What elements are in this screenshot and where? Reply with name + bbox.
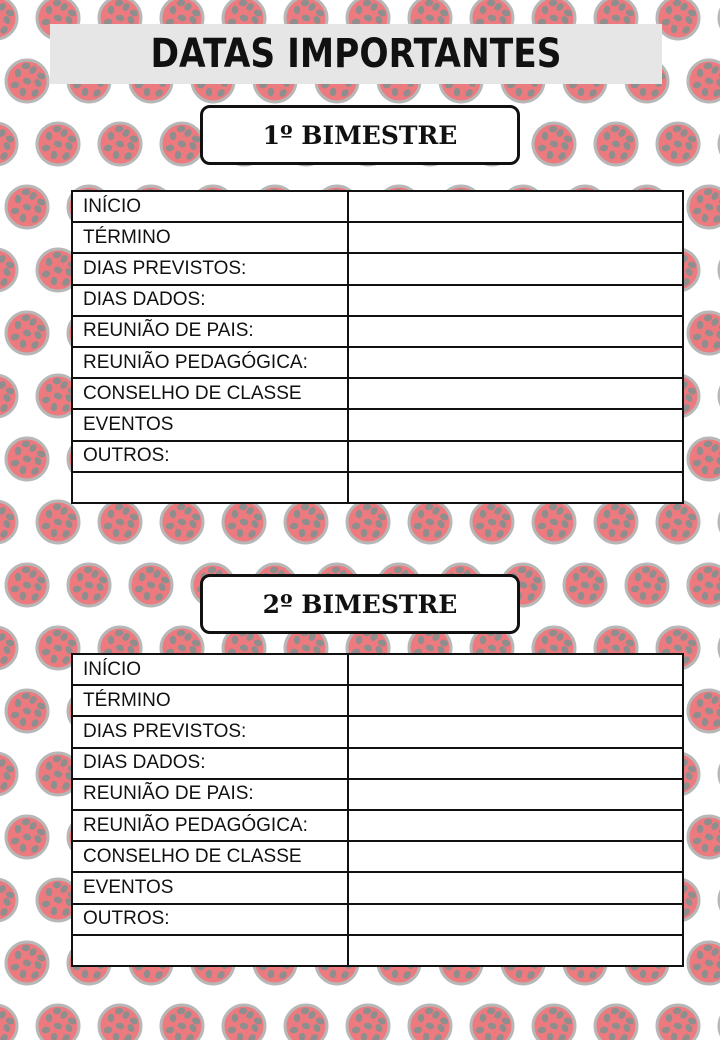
row-label: CONSELHO DE CLASSE [72, 378, 348, 409]
ladybug-dot [161, 123, 203, 165]
table-row [72, 378, 683, 409]
ladybug-dot [6, 438, 48, 480]
ladybug-dot [99, 1005, 141, 1040]
row-label: EVENTOS [72, 872, 348, 903]
page-title-bar [50, 24, 662, 84]
table-row [72, 841, 683, 872]
ladybug-dot [223, 1005, 265, 1040]
row-label: CONSELHO DE CLASSE [72, 841, 348, 872]
ladybug-dot [0, 879, 17, 921]
row-label: REUNIÃO PEDAGÓGICA: [72, 347, 348, 378]
ladybug-dot [223, 501, 265, 543]
ladybug-dot [688, 564, 720, 606]
row-value-field[interactable] [348, 191, 683, 222]
table-row [72, 472, 683, 503]
table-row [72, 935, 683, 966]
ladybug-dot [37, 501, 79, 543]
ladybug-dot [37, 1005, 79, 1040]
ladybug-dot [688, 312, 720, 354]
row-value-field[interactable] [348, 222, 683, 253]
section-heading-2 [200, 574, 520, 634]
row-label: EVENTOS [72, 409, 348, 440]
ladybug-dot [688, 690, 720, 732]
row-value-field[interactable] [348, 685, 683, 716]
ladybug-dot [0, 375, 17, 417]
ladybug-dot [0, 1005, 17, 1040]
row-label: INÍCIO [72, 654, 348, 685]
ladybug-dot [161, 1005, 203, 1040]
ladybug-dot [595, 1005, 637, 1040]
row-value-field[interactable] [348, 935, 683, 966]
table-row [72, 409, 683, 440]
ladybug-dot [99, 123, 141, 165]
table-row [72, 904, 683, 935]
table-row [72, 347, 683, 378]
ladybug-dot [0, 627, 17, 669]
row-label: REUNIÃO DE PAIS: [72, 316, 348, 347]
dates-table-2 [71, 653, 684, 967]
row-value-field[interactable] [348, 872, 683, 903]
ladybug-dot [6, 186, 48, 228]
ladybug-dot [657, 0, 699, 39]
section-heading-1-label: 1º BIMESTRE [262, 120, 458, 150]
ladybug-dot [409, 1005, 451, 1040]
row-label: TÉRMINO [72, 685, 348, 716]
row-value-field[interactable] [348, 253, 683, 284]
row-label: DIAS PREVISTOS: [72, 253, 348, 284]
row-label [72, 935, 348, 966]
row-value-field[interactable] [348, 472, 683, 503]
table-row [72, 810, 683, 841]
ladybug-dot [409, 501, 451, 543]
row-label: DIAS DADOS: [72, 285, 348, 316]
ladybug-dot [533, 501, 575, 543]
ladybug-dot [688, 942, 720, 984]
ladybug-dot [657, 501, 699, 543]
ladybug-dot [161, 501, 203, 543]
table-row [72, 748, 683, 779]
ladybug-dot [285, 501, 327, 543]
table-row [72, 872, 683, 903]
row-label: TÉRMINO [72, 222, 348, 253]
table-row [72, 285, 683, 316]
ladybug-dot [657, 123, 699, 165]
ladybug-dot [471, 1005, 513, 1040]
table-row [72, 716, 683, 747]
ladybug-dot [564, 564, 606, 606]
ladybug-dot [6, 816, 48, 858]
row-value-field[interactable] [348, 841, 683, 872]
ladybug-dot [626, 564, 668, 606]
row-value-field[interactable] [348, 441, 683, 472]
table-row [72, 779, 683, 810]
page-title: DATAS IMPORTANTES [150, 31, 562, 77]
row-value-field[interactable] [348, 904, 683, 935]
ladybug-dot [533, 123, 575, 165]
table-row [72, 441, 683, 472]
ladybug-dot [533, 1005, 575, 1040]
ladybug-dot [285, 1005, 327, 1040]
section-heading-1 [200, 105, 520, 165]
ladybug-dot [688, 186, 720, 228]
table-row [72, 685, 683, 716]
row-value-field[interactable] [348, 716, 683, 747]
ladybug-dot [6, 564, 48, 606]
ladybug-dot [68, 564, 110, 606]
ladybug-dot [657, 1005, 699, 1040]
row-value-field[interactable] [348, 779, 683, 810]
ladybug-dot [6, 312, 48, 354]
table-row [72, 191, 683, 222]
ladybug-dot [471, 501, 513, 543]
dates-table-1 [71, 190, 684, 504]
row-value-field[interactable] [348, 285, 683, 316]
row-value-field[interactable] [348, 654, 683, 685]
row-value-field[interactable] [348, 409, 683, 440]
ladybug-dot [347, 501, 389, 543]
row-value-field[interactable] [348, 810, 683, 841]
ladybug-dot [688, 60, 720, 102]
row-label: DIAS DADOS: [72, 748, 348, 779]
ladybug-dot [0, 0, 17, 39]
row-value-field[interactable] [348, 748, 683, 779]
ladybug-dot [0, 501, 17, 543]
row-label: OUTROS: [72, 904, 348, 935]
table-row [72, 222, 683, 253]
ladybug-dot [688, 438, 720, 480]
ladybug-dot [0, 753, 17, 795]
ladybug-dot [6, 942, 48, 984]
ladybug-dot [347, 1005, 389, 1040]
ladybug-dot [99, 501, 141, 543]
ladybug-dot [0, 123, 17, 165]
ladybug-dot [688, 816, 720, 858]
ladybug-dot [130, 564, 172, 606]
ladybug-dot [595, 501, 637, 543]
ladybug-dot [37, 123, 79, 165]
ladybug-dot [6, 690, 48, 732]
ladybug-dot [0, 249, 17, 291]
row-label [72, 472, 348, 503]
table-row [72, 316, 683, 347]
table-row [72, 253, 683, 284]
row-label: OUTROS: [72, 441, 348, 472]
row-value-field[interactable] [348, 347, 683, 378]
ladybug-dot [6, 60, 48, 102]
section-heading-2-label: 2º BIMESTRE [262, 589, 458, 619]
row-label: REUNIÃO PEDAGÓGICA: [72, 810, 348, 841]
row-label: DIAS PREVISTOS: [72, 716, 348, 747]
row-label: INÍCIO [72, 191, 348, 222]
table-row [72, 654, 683, 685]
ladybug-dot [595, 123, 637, 165]
row-value-field[interactable] [348, 316, 683, 347]
row-label: REUNIÃO DE PAIS: [72, 779, 348, 810]
row-value-field[interactable] [348, 378, 683, 409]
